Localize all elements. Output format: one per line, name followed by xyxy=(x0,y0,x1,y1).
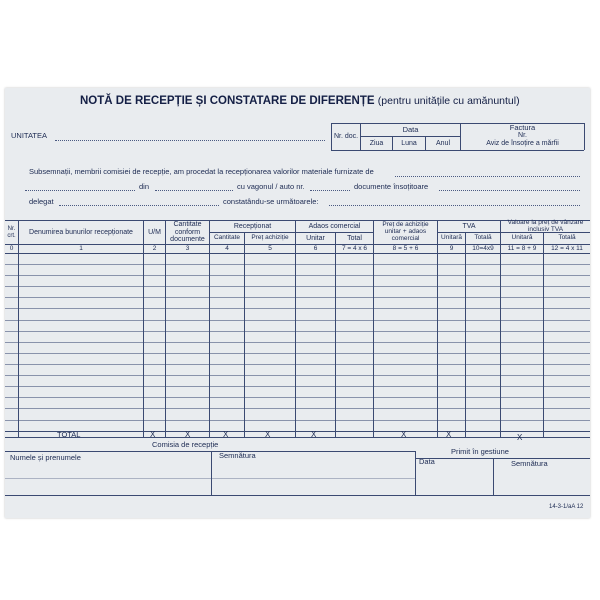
din-field[interactable] xyxy=(155,190,233,191)
col-number-7: 7 = 4 x 6 xyxy=(341,244,368,252)
form-title xyxy=(80,96,520,108)
table-row[interactable] xyxy=(5,264,590,265)
table-row[interactable] xyxy=(5,320,590,321)
vehicle-label: cu vagonul / auto nr. xyxy=(237,182,305,191)
month-label: Luna xyxy=(401,139,417,147)
unit-label: UNITATEA xyxy=(11,131,47,140)
total-mark-pret: X xyxy=(401,430,407,439)
col-number-6: 6 xyxy=(313,244,318,252)
col-number-0: 0 xyxy=(9,244,14,252)
col-number-9: 9 xyxy=(449,244,454,252)
unit-field[interactable] xyxy=(55,140,325,141)
header-nr: Nr. crt. xyxy=(7,226,16,239)
header-valoare: Valoare la preț de vânzare inclusiv TVA xyxy=(507,218,584,233)
total-mark-val-unitara: X xyxy=(517,433,523,442)
delegate-field[interactable] xyxy=(59,205,219,206)
signature-label: Semnătura xyxy=(219,451,256,460)
received-label: Primit în gestiune xyxy=(451,447,509,456)
form-title-main: NOTĂ DE RECEPȚIE ȘI CONSTATARE DE DIFERENȚE xyxy=(80,95,375,107)
table-row[interactable] xyxy=(5,353,590,354)
documents-label: documente însoțitoare xyxy=(354,182,429,191)
form-code: 14-3-1/aA 12 xyxy=(549,504,584,510)
header-tva-unitara: Unitară xyxy=(441,234,462,242)
date-label: Data xyxy=(402,125,419,135)
col-number-12: 12 = 4 x 11 xyxy=(551,244,583,252)
signature-label-2: Semnătura xyxy=(511,459,548,468)
name-label: Numele și prenumele xyxy=(10,453,81,462)
table-row[interactable] xyxy=(5,297,590,298)
total-mark-tva-unitara: X xyxy=(446,430,452,439)
col-number-5: 5 xyxy=(268,244,272,252)
header-adaos-unitar: Unitar xyxy=(306,234,325,242)
form-title-sub: (pentru unitățile cu amănuntul) xyxy=(377,95,520,107)
table-row[interactable] xyxy=(5,408,590,409)
table-row[interactable] xyxy=(5,331,590,332)
header-pret-achizitie: Preț de achiziție unitar + adaos comercial xyxy=(382,221,429,242)
findings-field[interactable] xyxy=(329,205,580,206)
year-label: Anul xyxy=(435,139,450,147)
table-row[interactable] xyxy=(5,342,590,343)
header-um: U/M xyxy=(148,228,161,236)
invoice-aviz-label: Aviz de însoțire a mărfii xyxy=(486,140,559,148)
table-row[interactable] xyxy=(5,420,590,421)
total-mark-rec-cantitate: X xyxy=(223,430,229,439)
header-adaos-total: Total xyxy=(347,234,362,242)
commission-label: Comisia de recepție xyxy=(152,440,219,449)
total-mark-rec-pret: X xyxy=(265,430,271,439)
header-receptionat: Recepționat xyxy=(233,222,272,230)
header-tva-totala: Totală xyxy=(474,234,492,242)
table-row[interactable] xyxy=(5,275,590,276)
din-label: din xyxy=(139,182,150,191)
supplier-field-cont[interactable] xyxy=(25,190,135,191)
table-row[interactable] xyxy=(5,386,590,387)
supplier-field[interactable] xyxy=(395,176,580,177)
day-label: Ziua xyxy=(369,139,384,147)
header-denumire: Denumirea bunurilor recepționate xyxy=(29,228,133,236)
table-row[interactable] xyxy=(5,364,590,365)
table-row[interactable] xyxy=(5,397,590,398)
documents-field[interactable] xyxy=(439,190,580,191)
header-cantitate-conform: Cantitate conform documente xyxy=(170,221,205,244)
reception-form-sheet xyxy=(5,88,590,518)
col-number-1: 1 xyxy=(79,244,83,252)
header-val-unitara: Unitară xyxy=(511,234,533,242)
header-val-totala: Totală xyxy=(558,234,576,242)
col-number-8: 8 = 5 + 6 xyxy=(392,244,419,252)
table-row[interactable] xyxy=(5,375,590,376)
col-number-4: 4 xyxy=(225,244,229,252)
date-label-signature: Data xyxy=(419,457,435,466)
nr-doc-label: Nr. doc. xyxy=(333,133,359,141)
invoice-nr-label: Nr. xyxy=(518,131,527,139)
header-rec-cantitate: Cantitate xyxy=(213,234,241,242)
total-label: TOTAL xyxy=(57,430,81,439)
vehicle-field[interactable] xyxy=(310,190,350,191)
table-row[interactable] xyxy=(5,286,590,287)
total-mark-adaos-unitar: X xyxy=(311,430,317,439)
col-number-10: 10=4x9 xyxy=(472,244,494,252)
findings-label: constatându-se următoarele: xyxy=(223,197,319,206)
header-rec-pret: Preț achiziție xyxy=(251,234,289,242)
header-tva: TVA xyxy=(462,222,476,230)
col-number-3: 3 xyxy=(185,244,190,252)
col-number-2: 2 xyxy=(152,244,157,252)
intro-text: Subsemnații, membrii comisiei de recepție, am procedat la recepționarea valorilor materiale furnizate de xyxy=(29,167,374,176)
header-adaos: Adaos comercial xyxy=(308,222,361,230)
col-number-11: 11 = 8 + 9 xyxy=(507,244,537,252)
total-mark-um: X xyxy=(150,430,156,439)
total-mark-cantitate: X xyxy=(185,430,191,439)
table-row[interactable] xyxy=(5,308,590,309)
delegate-label: delegat xyxy=(29,197,54,206)
invoice-label: Factura xyxy=(509,123,536,133)
